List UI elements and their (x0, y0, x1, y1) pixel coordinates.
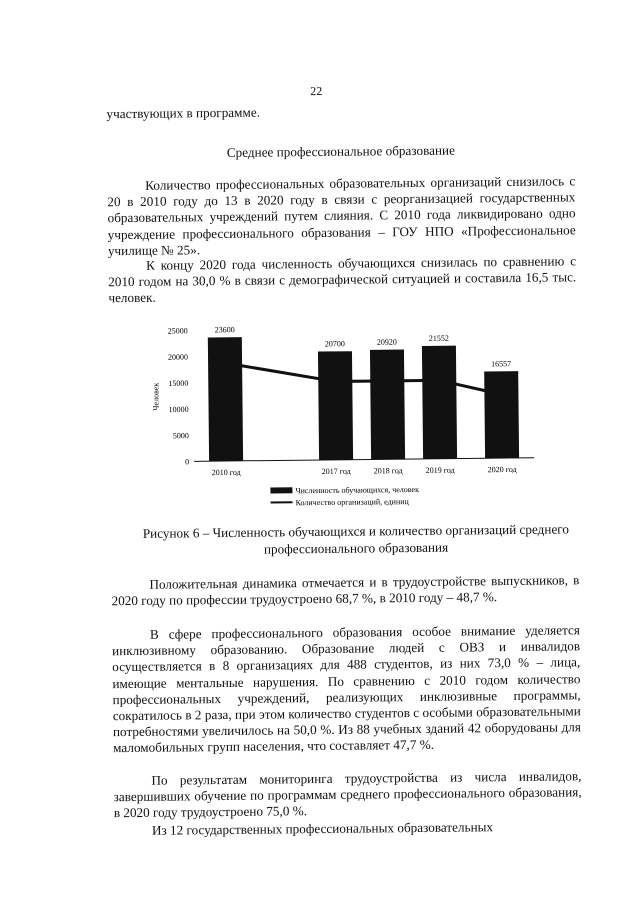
paragraph-continuation: участвующих в программе. (106, 101, 574, 122)
x-tick-label: 2018 год (374, 466, 403, 475)
y-tick-label: 20000 (168, 353, 188, 362)
x-axis-line (194, 458, 534, 462)
y-tick-label: 25000 (168, 326, 188, 335)
x-tick-label: 2017 год (322, 467, 351, 476)
bar (208, 337, 243, 461)
figure-caption: Рисунок 6 – Численность обучающихся и количество организаций среднего профессионального образования (121, 520, 591, 559)
y-tick-label: 5000 (173, 431, 189, 440)
bar (422, 346, 457, 459)
y-tick-label: 10000 (169, 405, 189, 414)
page-number: 22 (0, 81, 636, 103)
legend-line-label: Количество организаций, единиц (296, 497, 410, 507)
paragraph-students: К концу 2020 года численность обучающихся снизилась по сравнению с 2010 годом на 30,0 % в связи с демографической ситуацией и составила 16,5 тыс. человек. (108, 253, 576, 307)
paragraph-monitoring: По результатам мониторинга трудоустройства из числа инвалидов, завершивших обучение по программам среднего профессионального образования, в 2020 году трудоустроено 75,0 %. (113, 768, 581, 822)
data-label: 16557 (491, 359, 511, 368)
y-axis-label: Человек (151, 383, 160, 411)
x-axis-labels (212, 465, 517, 477)
y-tick-label: 15000 (168, 379, 188, 388)
data-labels (215, 322, 511, 371)
legend (270, 485, 419, 508)
data-label: 20700 (325, 339, 345, 348)
x-tick-label: 2010 год (212, 468, 241, 477)
paragraph-inclusive: В сфере профессионального образования особое внимание уделяется инклюзивному образованию. Образование людей с ОВЗ и инвалидов осуществляется в 8 организациях для 488 студентов, из них 73,0 % – лица, имеющие ментальные нарушения. По сравнению с 2010 годом количество профессиональных учреждений, реализующих инклюзивные программы, сократилось в 2 раза, при этом количество студентов с особыми образовательными потребностями увеличилось на 50,0 %. Из 88 учебных зданий 42 оборудованы для маломобильных групп населения, что составляет 47,7 %. (112, 622, 581, 757)
y-tick-label: 0 (185, 457, 189, 466)
legend-bar-label: Численность обучающихся, человек (295, 485, 419, 495)
x-tick-label: 2020 год (488, 465, 517, 474)
data-label: 23600 (215, 325, 235, 334)
paragraph-employment: Положительная динамика отмечается и в трудоустройстве выпускников, в 2020 году по профессии трудоустроено 68,7 %, в 2010 году – 48,7 %. (111, 572, 579, 609)
bar (484, 371, 519, 458)
section-title: Среднее профессиональное образование (107, 141, 575, 162)
bar (370, 349, 405, 459)
bar (318, 351, 353, 460)
x-tick-label: 2019 год (426, 466, 455, 475)
data-label: 20920 (377, 338, 397, 347)
paragraph-organizations: Количество профессиональных образовательных организаций снизилось с 20 в 2010 году до 13 в 2020 году в связи с реорганизацией государственных образовательных учреждений путем слияния. С 2010 года ликвидировано одно учреждение профессионального образования – ГОУ НПО «Профессиональное училище № 25». (107, 173, 576, 259)
bar-series (208, 334, 519, 461)
legend-bar-swatch (270, 487, 292, 493)
students-chart (149, 313, 541, 512)
paragraph-last: Из 12 государственных профессиональных образовательных (114, 818, 582, 839)
organizations-line (225, 360, 501, 397)
data-label: 21552 (429, 334, 449, 343)
